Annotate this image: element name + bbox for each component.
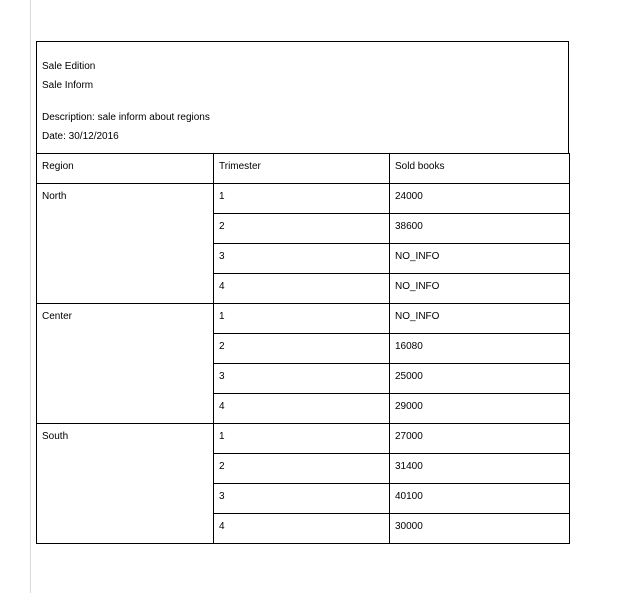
sold-books-cell (390, 424, 570, 454)
sold-books-value: 27000 (395, 431, 423, 442)
sold-books-cell (390, 514, 570, 544)
region-label: Center (42, 311, 73, 322)
trimester-cell (214, 424, 390, 454)
trimester-value: 2 (219, 341, 225, 352)
sold-books-cell (390, 184, 570, 214)
trimester-cell (214, 484, 390, 514)
sold-books-cell (390, 394, 570, 424)
page-margin-rule (30, 0, 31, 593)
sold-books-value: 40100 (395, 491, 423, 502)
sold-books-value: NO_INFO (395, 251, 440, 262)
sold-books-value: 31400 (395, 461, 423, 472)
trimester-value: 4 (219, 281, 225, 292)
sales-table (36, 153, 570, 544)
sold-books-cell (390, 274, 570, 304)
trimester-cell (214, 214, 390, 244)
trimester-cell (214, 274, 390, 304)
trimester-cell (214, 304, 390, 334)
trimester-value: 1 (219, 311, 225, 322)
column-header-trimester (214, 154, 390, 184)
trimester-cell (214, 514, 390, 544)
sold-books-cell (390, 304, 570, 334)
trimester-value: 2 (219, 221, 225, 232)
sold-books-value: 38600 (395, 221, 423, 232)
table-header-row (37, 154, 570, 184)
report-title: Sale Inform (42, 80, 94, 91)
sold-books-value: 24000 (395, 191, 423, 202)
trimester-value: 1 (219, 191, 225, 202)
region-cell (37, 424, 214, 544)
column-header-sold-books (390, 154, 570, 184)
sold-books-value: NO_INFO (395, 281, 440, 292)
trimester-cell (214, 334, 390, 364)
region-label: South (42, 431, 69, 442)
region-cell (37, 184, 214, 304)
column-header-region (37, 154, 214, 184)
column-header-label: Sold books (395, 161, 445, 172)
table-row (37, 184, 570, 214)
sold-books-value: 29000 (395, 401, 423, 412)
report-edition: Sale Edition (42, 61, 96, 72)
report-date: Date: 30/12/2016 (42, 131, 119, 142)
sold-books-cell (390, 214, 570, 244)
column-header-label: Trimester (219, 161, 261, 172)
sold-books-cell (390, 454, 570, 484)
trimester-cell (214, 184, 390, 214)
sold-books-value: NO_INFO (395, 311, 440, 322)
sold-books-value: 30000 (395, 521, 423, 532)
sold-books-cell (390, 484, 570, 514)
region-cell (37, 304, 214, 424)
trimester-value: 2 (219, 461, 225, 472)
sold-books-cell (390, 334, 570, 364)
trimester-value: 3 (219, 251, 225, 262)
table-row (37, 304, 570, 334)
trimester-value: 3 (219, 371, 225, 382)
sold-books-value: 16080 (395, 341, 423, 352)
region-label: North (42, 191, 67, 202)
trimester-value: 3 (219, 491, 225, 502)
report-description: Description: sale inform about regions (42, 112, 210, 123)
trimester-cell (214, 244, 390, 274)
report-header (36, 41, 569, 154)
table-row (37, 424, 570, 454)
sold-books-cell (390, 364, 570, 394)
trimester-value: 4 (219, 401, 225, 412)
trimester-cell (214, 394, 390, 424)
trimester-value: 4 (219, 521, 225, 532)
report (36, 41, 569, 544)
trimester-value: 1 (219, 431, 225, 442)
column-header-label: Region (42, 161, 74, 172)
trimester-cell (214, 454, 390, 484)
trimester-cell (214, 364, 390, 394)
sold-books-cell (390, 244, 570, 274)
sold-books-value: 25000 (395, 371, 423, 382)
